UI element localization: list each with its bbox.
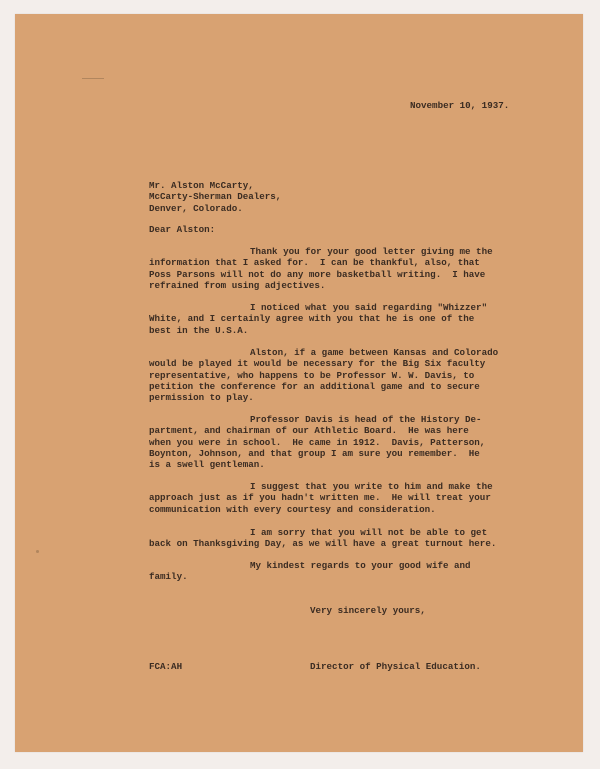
typist-initials: FCA:AH [149, 661, 183, 672]
text-line: information that I asked for. I can be thankful, also, that [149, 257, 480, 269]
text-line: Poss Parsons will not do any more basketball writing. I have [149, 268, 486, 280]
text-line: My kindest regards to your good wife and [250, 560, 471, 571]
text-line: family. [149, 571, 188, 583]
paragraph [149, 347, 498, 403]
text-line: approach just as if you hadn't written me. He will treat your [149, 492, 491, 504]
text-line: would be played it would be necessary for the Big Six faculty [149, 358, 486, 370]
text-line: representative, who happens to be Professor W. W. Davis, to [149, 369, 475, 381]
text-line: communication with every courtesy and consideration. [149, 503, 436, 515]
letter-date: November 10, 1937. [410, 100, 510, 111]
text-line: when you were in school. He came in 1912. Davis, Patterson, [149, 436, 486, 448]
address-line: Mr. Alston McCarty, [149, 180, 254, 191]
address-line: Denver, Colorado. [149, 202, 243, 214]
text-line: Professor Davis is head of the History De- [250, 414, 482, 425]
paragraph [149, 560, 471, 583]
paper-mark [82, 78, 104, 79]
paragraph [149, 527, 496, 550]
text-line: Thank you for your good letter giving me the [250, 246, 493, 257]
text-line: partment, and chairman of our Athletic Board. He was here [149, 425, 469, 437]
paragraph [149, 302, 487, 336]
text-line: Alston, if a game between Kansas and Colorado [250, 347, 499, 358]
text-line: petition the conference for an additional game and to secure [149, 380, 480, 392]
text-line: refrained from using adjectives. [149, 279, 326, 291]
paper-mark [36, 550, 39, 553]
text-line: I suggest that you write to him and make the [250, 481, 493, 492]
text-line: I am sorry that you will not be able to get [250, 527, 488, 538]
closing: Very sincerely yours, [310, 605, 426, 616]
salutation: Dear Alston: [149, 224, 216, 235]
recipient-address [149, 180, 281, 214]
signer-title: Director of Physical Education. [310, 661, 481, 672]
text-line: permission to play. [149, 392, 254, 404]
text-line: is a swell gentleman. [149, 459, 265, 471]
address-line: McCarty-Sherman Dealers, [149, 191, 282, 203]
paragraph [149, 481, 493, 515]
text-line: White, and I certainly agree with you that he is one of the [149, 313, 475, 325]
text-line: back on Thanksgiving Day, as we will have a great turnout here. [149, 538, 497, 550]
paragraph [149, 414, 485, 470]
text-line: Boynton, Johnson, and that group I am sure you remember. He [149, 447, 480, 459]
paragraph [149, 246, 493, 291]
text-line: best in the U.S.A. [149, 324, 249, 336]
text-line: I noticed what you said regarding "Whizzer" [250, 302, 488, 313]
